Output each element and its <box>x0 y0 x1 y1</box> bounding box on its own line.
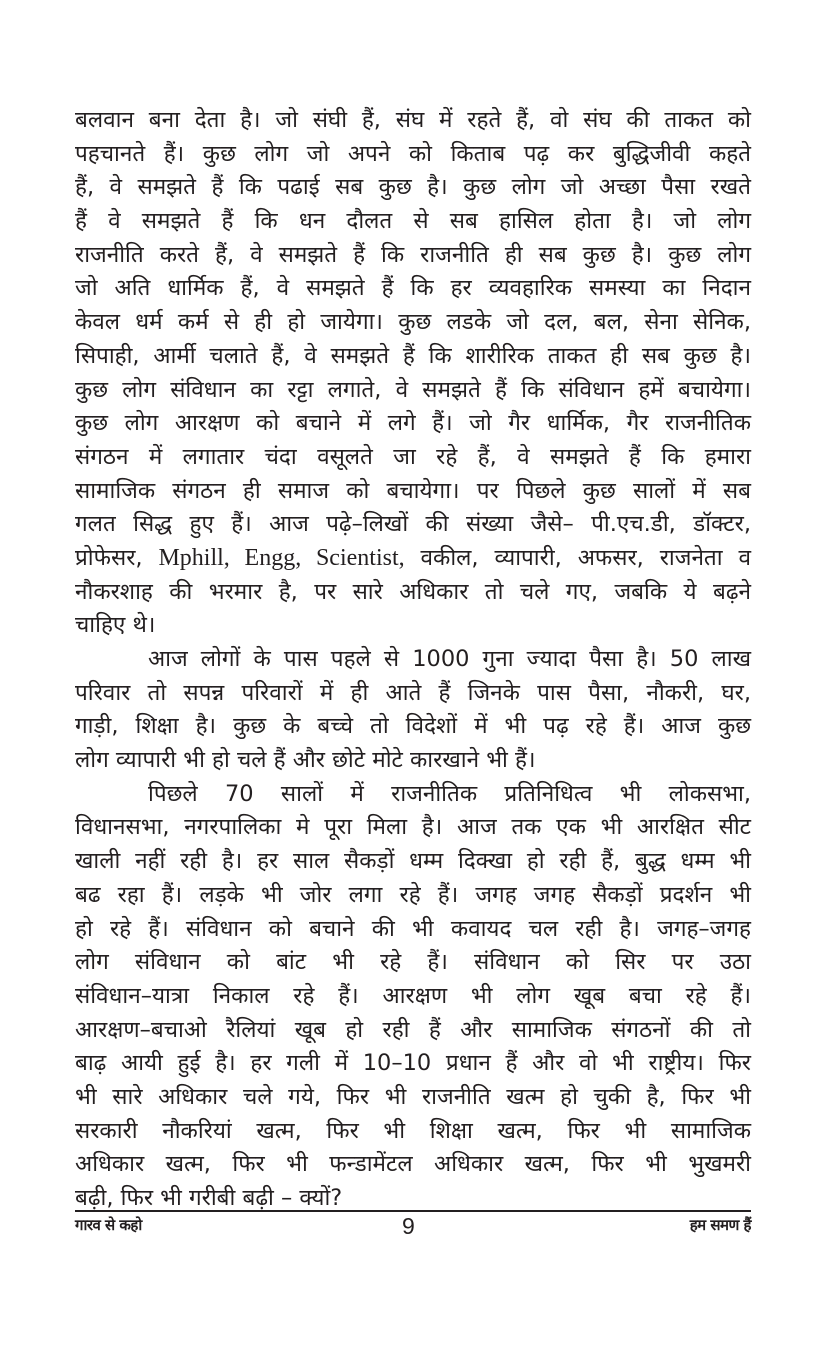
text-line: हैं, वे समझते हैं कि पढाई सब कुछ है। कुछ लोग जो अच्छा पैसा रखते <box>75 174 751 201</box>
page-footer <box>75 1213 751 1243</box>
text-line: हैं वे समझते हैं कि धन दौलत से सब हासिल होता है। जो लोग <box>75 208 751 235</box>
footer-book-title: गारव से कहो <box>75 1216 142 1234</box>
paragraph <box>75 778 751 1216</box>
text-line: जो अति धार्मिक हैं, वे समझते हैं कि हर व्यवहारिक समस्या का निदान <box>75 275 751 302</box>
text-line: प्रोफेसर, Mphill, Engg, Scientist, वकील, व्यापारी, अफसर, राजनेता व <box>75 544 751 571</box>
text-line: विधानसभा, नगरपालिका मे पूरा मिला है। आज तक एक भी आरक्षित सीट <box>75 814 751 841</box>
paragraph <box>75 643 751 778</box>
text-line: चाहिए थे। <box>75 612 156 639</box>
text-line: आज लोगों के पास पहले से 1000 गुना ज्यादा पैसा है। 50 लाख <box>148 646 751 672</box>
text-line: संगठन में लगातार चंदा वसूलते जा रहे हैं, वे समझते हैं कि हमारा <box>75 443 751 470</box>
text-line: कुछ लोग संविधान का रट्टा लगाते, वे समझते हैं कि संविधान हमें बचायेगा। <box>75 376 751 403</box>
text-line: लोग व्यापारी भी हो चले हैं और छोटे मोटे कारखाने भी हैं। <box>75 747 536 774</box>
footer-tagline: हम समण हैं <box>689 1216 751 1234</box>
text-line: खाली नहीं रही है। हर साल सैकड़ों धम्म दिक्खा हो रही हैं, बुद्ध धम्म भी <box>75 848 751 875</box>
text-line: पहचानते हैं। कुछ लोग जो अपने को किताब पढ़ कर बुद्धिजीवी कहते <box>75 140 751 167</box>
page-number: 9 <box>402 1213 415 1239</box>
text-line: गाड़ी, शिक्षा है। कुछ के बच्चे तो विदेशों में भी पढ़ रहे हैं। आज कुछ <box>75 713 751 740</box>
text-line: हो रहे हैं। संविधान को बचाने की भी कवायद चल रही है। जगह–जगह <box>75 915 751 942</box>
text-line: भी सारे अधिकार चले गये, फिर भी राजनीति खत्म हो चुकी है, फिर भी <box>75 1083 751 1110</box>
text-line: नौकरशाह की भरमार है, पर सारे अधिकार तो चले गए, जबकि ये बढ़ने <box>75 578 751 605</box>
text-line: बलवान बना देता है। जो संघी हैं, संघ में रहते हैं, वो संघ की ताकत को <box>75 107 751 133</box>
text-line: कुछ लोग आरक्षण को बचाने में लगे हैं। जो गैर धार्मिक, गैर राजनीतिक <box>75 410 751 437</box>
page-body <box>75 104 751 1216</box>
text-line: बढ़ी, फिर भी गरीबी बढ़ी – क्यों? <box>75 1185 343 1211</box>
text-line: पिछले 70 सालों में राजनीतिक प्रतिनिधित्व भी लोकसभा, <box>148 780 751 807</box>
text-line: परिवार तो सपन्न परिवारों में ही आते हैं जिनके पास पैसा, नौकरी, घर, <box>75 679 751 706</box>
text-line: सरकारी नौकरियां खत्म, फिर भी शिक्षा खत्म, फिर भी सामाजिक <box>75 1117 751 1144</box>
text-line: संविधान–यात्रा निकाल रहे हैं। आरक्षण भी लोग खूब बचा रहे हैं। <box>75 982 751 1009</box>
text-line: सिपाही, आर्मी चलाते हैं, वे समझते हैं कि शारीरिक ताकत ही सब कुछ है। <box>75 342 751 369</box>
text-line: लोग संविधान को बांट भी रहे हैं। संविधान को सिर पर उठा <box>75 949 751 976</box>
text-line: अधिकार खत्म, फिर भी फन्डामेंटल अधिकार खत्म, फिर भी भुखमरी <box>75 1151 751 1178</box>
text-line: राजनीति करते हैं, वे समझते हैं कि राजनीति ही सब कुछ है। कुछ लोग <box>75 241 751 268</box>
text-line: आरक्षण–बचाओ रैलियां खूब हो रही हैं और सामाजिक संगठनों की तो <box>75 1016 751 1043</box>
text-line: सामाजिक संगठन ही समाज को बचायेगा। पर पिछले कुछ सालों में सब <box>75 477 751 504</box>
text-line: बाढ़ आयी हुई है। हर गली में 10–10 प्रधान हैं और वो भी राष्ट्रीय। फिर <box>75 1050 751 1077</box>
text-line: केवल धर्म कर्म से ही हो जायेगा। कुछ लडके जो दल, बल, सेना सेनिक, <box>75 309 751 336</box>
paragraph <box>75 104 751 643</box>
text-line: बढ रहा हैं। लड़के भी जोर लगा रहे हैं। जगह जगह सैकड़ों प्रदर्शन भी <box>75 881 751 908</box>
text-line: गलत सिद्ध हुए हैं। आज पढ़े–लिखों की संख्या जैसे– पी.एच.डी, डॉक्टर, <box>75 511 751 538</box>
footer-divider <box>75 1210 751 1212</box>
